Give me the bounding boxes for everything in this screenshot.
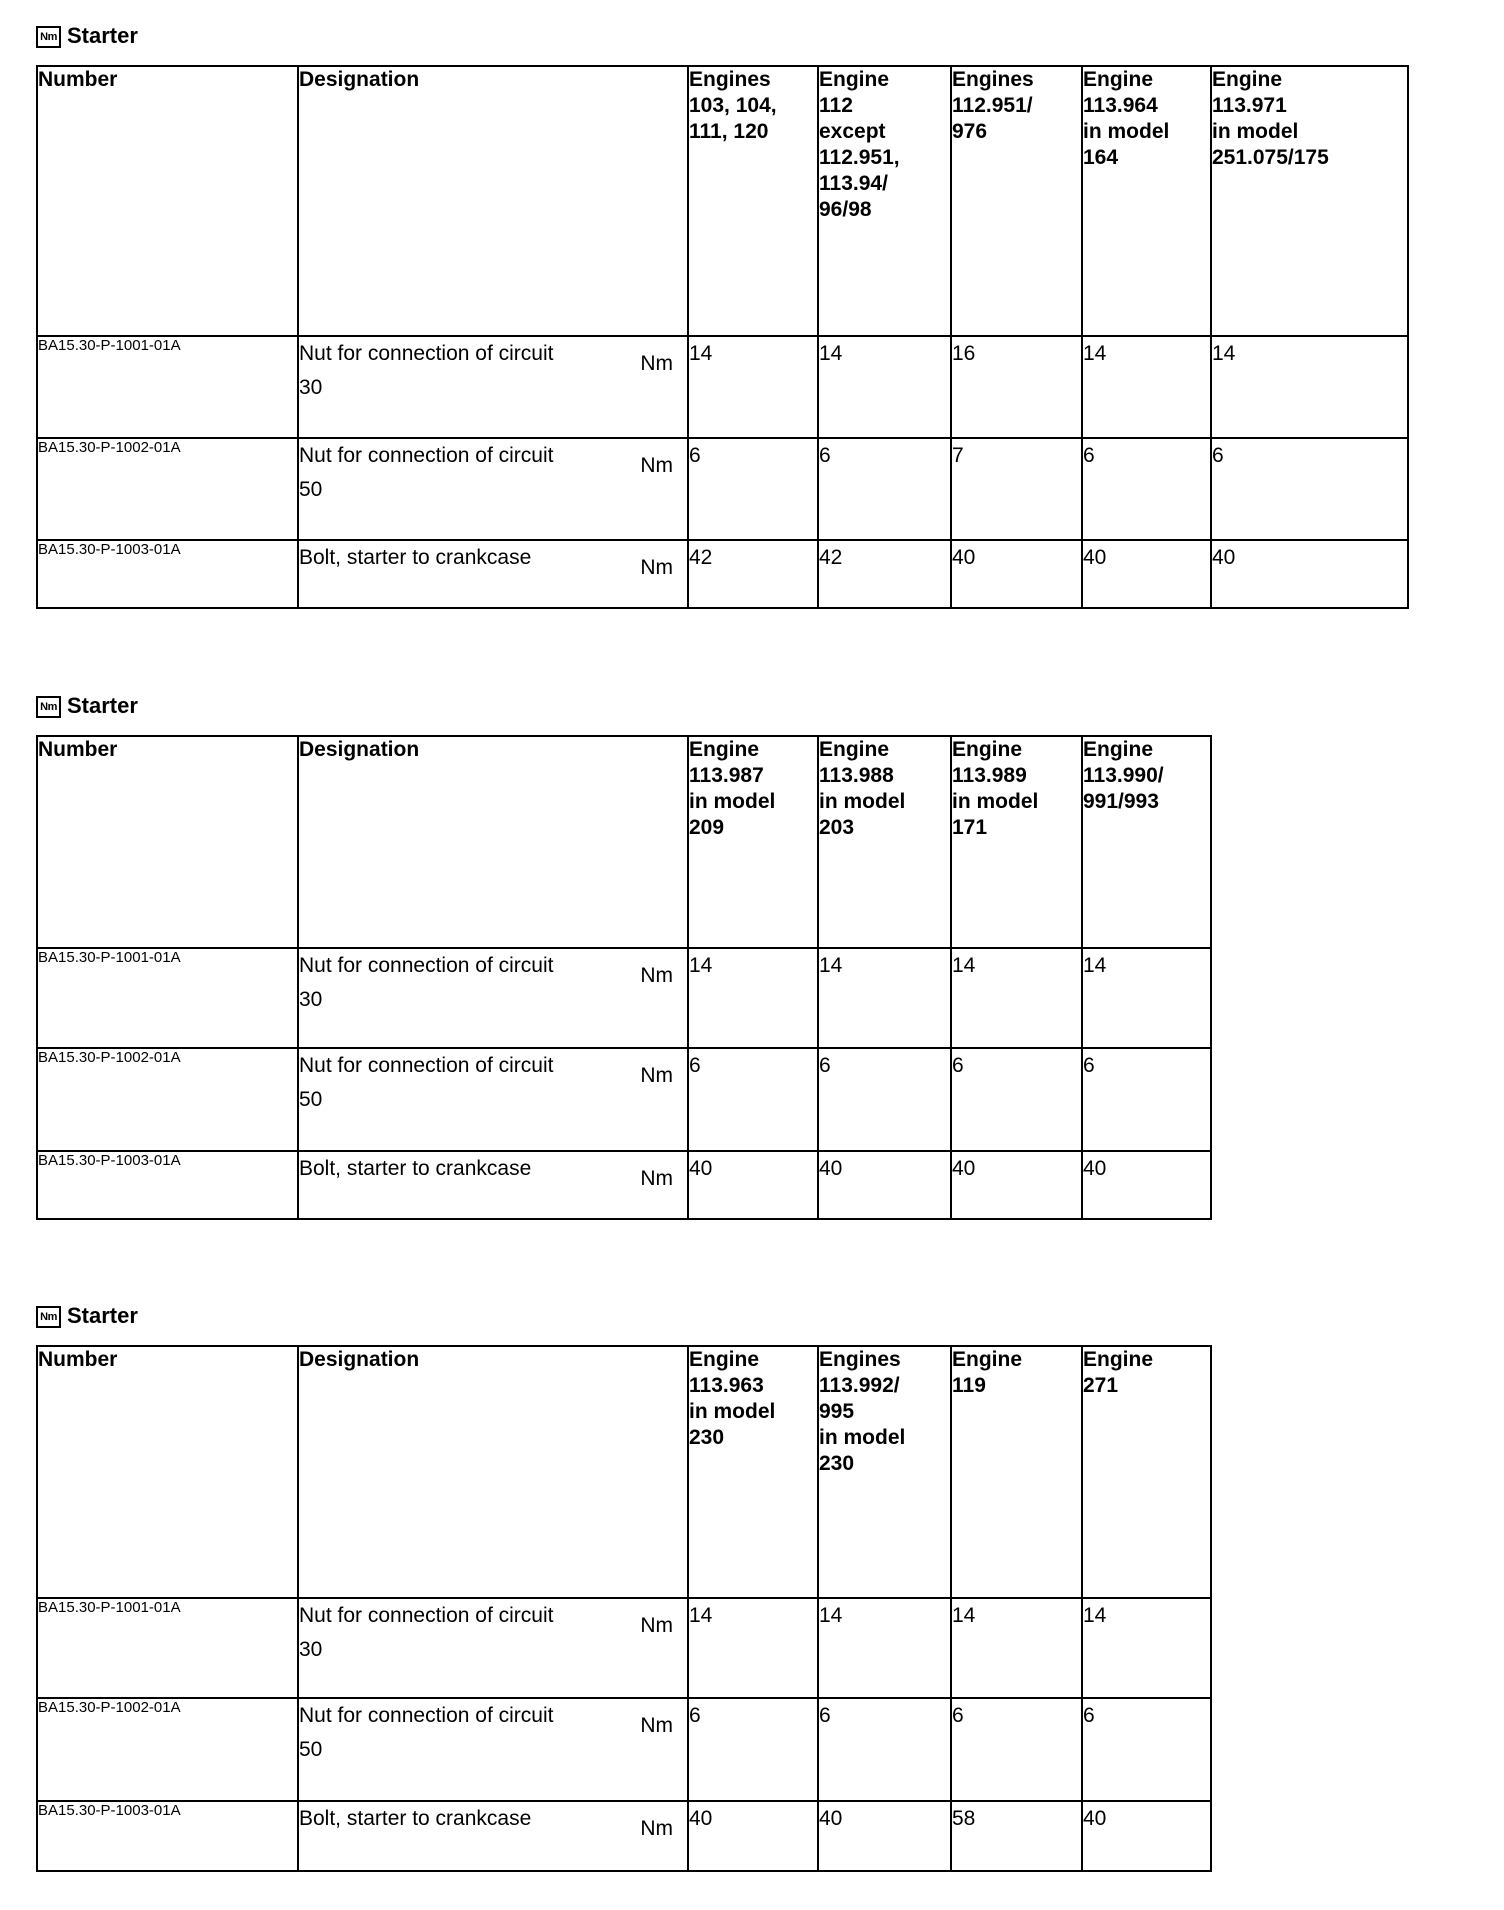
unit-label: Nm <box>640 1167 673 1190</box>
torque-value: 40 <box>951 540 1082 608</box>
header-engine-line: 203 <box>819 816 855 839</box>
designation-text: Nut for connection of circuit 30 <box>299 342 554 399</box>
header-label: Number <box>38 738 118 761</box>
unit-label: Nm <box>640 1817 673 1840</box>
designation-cell <box>298 438 688 540</box>
table-row <box>37 1598 1211 1698</box>
torque-value: 6 <box>688 1048 818 1151</box>
table-row <box>37 1698 1211 1801</box>
header-engine-line: in model <box>1212 120 1299 143</box>
section-title <box>36 1298 138 1328</box>
torque-nm-icon: Nm <box>36 696 61 718</box>
header-engine-line: except <box>819 120 886 143</box>
header-engine-line: 112.951, <box>819 146 900 169</box>
part-number: BA15.30-P-1002-01A <box>37 1048 298 1151</box>
table-header-row <box>37 736 1211 948</box>
header-label: Designation <box>299 68 420 91</box>
torque-value: 14 <box>688 948 818 1048</box>
torque-nm-icon: Nm <box>36 1306 61 1328</box>
header-engine-line: 113.94/ <box>819 172 888 195</box>
header-engine-line: Engines <box>819 1348 901 1371</box>
torque-value: 14 <box>818 1598 951 1698</box>
torque-value: 6 <box>818 1048 951 1151</box>
table-row <box>37 438 1408 540</box>
torque-value: 6 <box>818 1698 951 1801</box>
header-engine-line: 113.987 <box>689 764 764 787</box>
designation-text: Bolt, starter to crankcase <box>299 1157 532 1180</box>
torque-value: 6 <box>1082 1698 1211 1801</box>
header-label: Designation <box>299 738 420 761</box>
header-engine-line: Engines <box>952 68 1034 91</box>
torque-nm-icon: Nm <box>36 26 61 48</box>
torque-value: 14 <box>688 336 818 438</box>
torque-value: 14 <box>951 1598 1082 1698</box>
header-engine-column <box>818 1346 951 1598</box>
torque-value: 14 <box>1082 948 1211 1048</box>
torque-value: 58 <box>951 1801 1082 1871</box>
header-label: Number <box>38 68 118 91</box>
table-row <box>37 1801 1211 1871</box>
header-engine-line: 171 <box>952 816 988 839</box>
torque-value: 40 <box>688 1801 818 1871</box>
header-number <box>37 1346 298 1598</box>
header-engine-line: 113.988 <box>819 764 894 787</box>
header-engine-line: in model <box>1083 120 1170 143</box>
header-engine-line: Engine <box>689 738 760 761</box>
torque-value: 14 <box>1082 1598 1211 1698</box>
header-engine-line: in model <box>819 790 906 813</box>
torque-value: 14 <box>818 948 951 1048</box>
designation-cell <box>298 336 688 438</box>
torque-value: 6 <box>1211 438 1408 540</box>
table-row <box>37 1048 1211 1151</box>
table-row <box>37 948 1211 1048</box>
designation-cell <box>298 1598 688 1698</box>
header-engine-line: 230 <box>689 1426 725 1449</box>
part-number: BA15.30-P-1003-01A <box>37 1151 298 1219</box>
header-engine-column <box>818 736 951 948</box>
header-engine-column <box>688 736 818 948</box>
header-engine-line: 113.971 <box>1212 94 1287 117</box>
header-engine-line: 991/993 <box>1083 790 1159 813</box>
unit-label: Nm <box>640 454 673 477</box>
header-engine-line: in model <box>689 1400 776 1423</box>
header-engine-line: 112.951/ <box>952 94 1033 117</box>
header-label: Designation <box>299 1348 420 1371</box>
header-engine-line: Engine <box>1083 1348 1154 1371</box>
header-engine-column <box>951 66 1082 336</box>
header-engine-line: 113.990/ <box>1083 764 1164 787</box>
header-engine-line: 113.964 <box>1083 94 1158 117</box>
header-engine-line: Engine <box>952 738 1023 761</box>
header-engine-column <box>1211 66 1408 336</box>
header-engine-line: 976 <box>952 120 988 143</box>
header-engine-column <box>1082 1346 1211 1598</box>
part-number: BA15.30-P-1003-01A <box>37 540 298 608</box>
unit-label: Nm <box>640 964 673 987</box>
torque-value: 40 <box>818 1151 951 1219</box>
header-engine-column <box>688 66 818 336</box>
torque-value: 40 <box>1082 1151 1211 1219</box>
header-designation <box>298 66 688 336</box>
torque-value: 6 <box>688 438 818 540</box>
header-engine-column <box>1082 736 1211 948</box>
unit-label: Nm <box>640 556 673 579</box>
section-title <box>36 18 138 48</box>
header-engine-column <box>951 736 1082 948</box>
torque-value: 42 <box>688 540 818 608</box>
torque-spec-table <box>36 1345 1212 1872</box>
header-engine-line: Engine <box>1212 68 1283 91</box>
unit-label: Nm <box>640 1614 673 1637</box>
header-engine-line: 103, 104, <box>689 94 777 117</box>
header-engine-column <box>818 66 951 336</box>
designation-cell <box>298 1801 688 1871</box>
designation-text: Nut for connection of circuit 50 <box>299 1054 554 1111</box>
header-engine-line: 113.989 <box>952 764 1027 787</box>
header-engine-line: Engine <box>689 1348 760 1371</box>
header-engine-line: Engine <box>952 1348 1023 1371</box>
header-engine-line: 96/98 <box>819 198 872 221</box>
designation-text: Bolt, starter to crankcase <box>299 546 532 569</box>
header-engine-line: Engine <box>1083 68 1154 91</box>
torque-value: 40 <box>1211 540 1408 608</box>
header-engine-line: 111, 120 <box>689 120 769 143</box>
header-engine-line: 112 <box>819 94 853 117</box>
torque-value: 14 <box>1211 336 1408 438</box>
unit-label: Nm <box>640 1064 673 1087</box>
torque-value: 6 <box>1082 1048 1211 1151</box>
torque-value: 14 <box>951 948 1082 1048</box>
header-engine-line: 119 <box>952 1374 986 1397</box>
designation-cell <box>298 1048 688 1151</box>
designation-text: Nut for connection of circuit 50 <box>299 1704 554 1761</box>
torque-value: 42 <box>818 540 951 608</box>
section-title-text: Starter <box>67 693 138 718</box>
header-label: Number <box>38 1348 118 1371</box>
header-engine-line: in model <box>952 790 1039 813</box>
torque-value: 6 <box>951 1698 1082 1801</box>
header-engine-line: 995 <box>819 1400 855 1423</box>
header-engine-line: Engine <box>819 68 890 91</box>
designation-text: Bolt, starter to crankcase <box>299 1807 532 1830</box>
header-engine-line: 113.963 <box>689 1374 764 1397</box>
designation-text: Nut for connection of circuit 30 <box>299 1604 554 1661</box>
torque-value: 6 <box>1082 438 1211 540</box>
unit-label: Nm <box>640 1714 673 1737</box>
designation-cell <box>298 1698 688 1801</box>
designation-text: Nut for connection of circuit 50 <box>299 444 554 501</box>
torque-value: 40 <box>1082 540 1211 608</box>
header-engine-line: Engines <box>689 68 771 91</box>
table-header-row <box>37 66 1408 336</box>
header-engine-line: 113.992/ <box>819 1374 900 1397</box>
torque-value: 14 <box>818 336 951 438</box>
header-engine-line: 251.075/175 <box>1212 146 1329 169</box>
header-engine-column <box>951 1346 1082 1598</box>
unit-label: Nm <box>640 352 673 375</box>
designation-cell <box>298 540 688 608</box>
table-row <box>37 336 1408 438</box>
torque-value: 6 <box>688 1698 818 1801</box>
section-title-text: Starter <box>67 23 138 48</box>
torque-value: 40 <box>688 1151 818 1219</box>
header-engine-line: 209 <box>689 816 725 839</box>
section-title <box>36 688 138 718</box>
designation-text: Nut for connection of circuit 30 <box>299 954 554 1011</box>
header-designation <box>298 736 688 948</box>
torque-value: 40 <box>1082 1801 1211 1871</box>
section-title-text: Starter <box>67 1303 138 1328</box>
designation-cell <box>298 1151 688 1219</box>
header-engine-line: 230 <box>819 1452 855 1475</box>
header-engine-line: in model <box>689 790 776 813</box>
header-engine-line: Engine <box>1083 738 1154 761</box>
header-engine-line: 164 <box>1083 146 1119 169</box>
torque-value: 6 <box>818 438 951 540</box>
table-row <box>37 540 1408 608</box>
torque-value: 6 <box>951 1048 1082 1151</box>
table-header-row <box>37 1346 1211 1598</box>
torque-value: 7 <box>951 438 1082 540</box>
header-engine-line: 271 <box>1083 1374 1119 1397</box>
header-engine-column <box>1082 66 1211 336</box>
part-number: BA15.30-P-1001-01A <box>37 1598 298 1698</box>
header-number <box>37 66 298 336</box>
designation-cell <box>298 948 688 1048</box>
header-engine-line: in model <box>819 1426 906 1449</box>
header-engine-line: Engine <box>819 738 890 761</box>
table-row <box>37 1151 1211 1219</box>
torque-spec-table <box>36 65 1409 609</box>
torque-spec-table <box>36 735 1212 1220</box>
torque-value: 40 <box>951 1151 1082 1219</box>
part-number: BA15.30-P-1003-01A <box>37 1801 298 1871</box>
header-number <box>37 736 298 948</box>
part-number: BA15.30-P-1001-01A <box>37 336 298 438</box>
part-number: BA15.30-P-1001-01A <box>37 948 298 1048</box>
torque-value: 14 <box>1082 336 1211 438</box>
part-number: BA15.30-P-1002-01A <box>37 1698 298 1801</box>
header-engine-column <box>688 1346 818 1598</box>
torque-value: 14 <box>688 1598 818 1698</box>
torque-value: 16 <box>951 336 1082 438</box>
part-number: BA15.30-P-1002-01A <box>37 438 298 540</box>
header-designation <box>298 1346 688 1598</box>
torque-value: 40 <box>818 1801 951 1871</box>
